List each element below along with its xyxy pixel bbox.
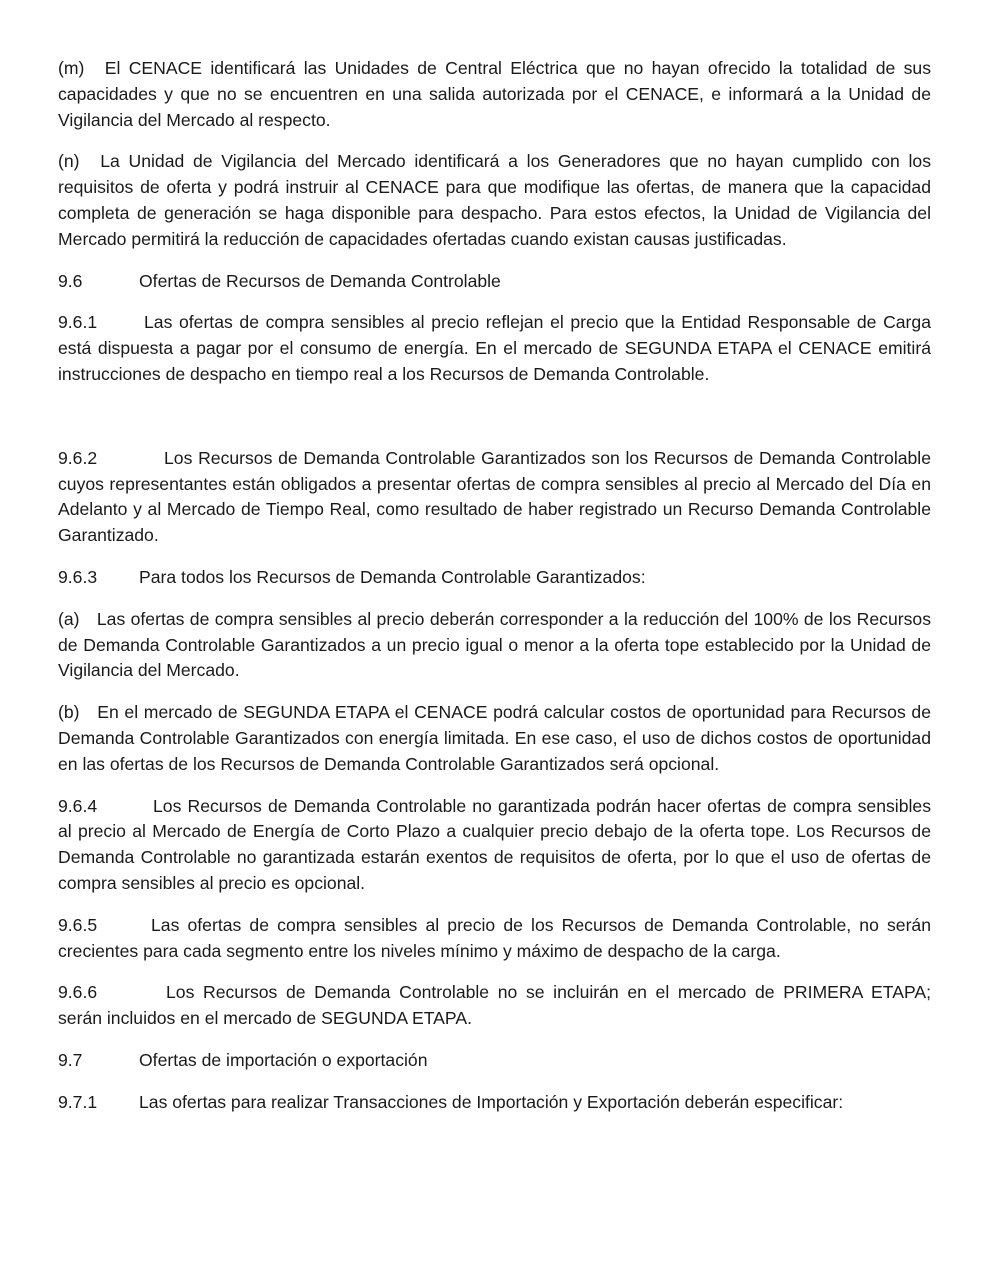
clause-a [58,607,931,684]
clause-m-text: El CENACE identificará las Unidades de Central Eléctrica que no hayan ofrecido la totalidad de sus capacidades y que no se encuentren en una salida autorizada por el CENACE, e informará a la Unidad de Vigilancia del Mercado al respecto. [58,58,931,130]
clause-b-text: En el mercado de SEGUNDA ETAPA el CENACE podrá calcular costos de oportunidad para Recursos de Demanda Controlable Garantizados con energía limitada. En ese caso, el uso de dichos costos de oportunidad en las ofertas de los Recursos de Demanda Controlable Garantizados será opcional. [58,702,932,774]
clause-a-text: Las ofertas de compra sensibles al precio deberán corresponder a la reducción del 100% de los Recursos de Demanda Controlable Garantizados a un precio igual o menor a la oferta tope establecido por la Unidad de Vigilancia del Mercado. [58,608,931,681]
section-9-7-1-number: 9.7.1 [58,1091,98,1112]
document-page [58,56,931,1132]
section-9-6-1-text: Las ofertas de compra sensibles al precio reflejan el precio que la Entidad Responsable de Carga está dispuesta a pagar por el consumo de energía. En el mercado de SEGUNDA ETAPA el CENACE emitirá instrucciones de despacho en tiempo real a los Recursos de Demanda Controlable. [58,312,931,384]
section-9-7-heading [58,1048,931,1074]
section-9-6-6-number: 9.6.6 [58,982,98,1003]
clause-m [58,56,931,133]
section-9-6-5-text: Las ofertas de compra sensibles al precio de los Recursos de Demanda Controlable, no serán crecientes para cada segmento entre los niveles mínimo y máximo de despacho de la carga. [58,914,931,961]
section-9-6-number: 9.6 [58,270,83,291]
section-9-6-5-number: 9.6.5 [58,914,98,935]
clause-m-label: (m) [58,58,85,78]
section-9-6-4 [58,794,931,897]
clause-n-text: La Unidad de Vigilancia del Mercado identificará a los Generadores que no hayan cumplido con los requisitos de oferta y podrá instruir al CENACE para que modifique las ofertas, de manera que la capacidad completa de generación se haga disponible para despacho. Para estos efectos, la Unidad de Vigilancia del Mercado permitirá la reducción de capacidades ofertadas cuando existan causas justificadas. [58,151,931,249]
section-9-6-6-text: Los Recursos de Demanda Controlable no se incluirán en el mercado de PRIMERA ETAPA; serán incluidos en el mercado de SEGUNDA ETAPA. [58,982,931,1029]
clause-n-label: (n) [58,151,80,172]
section-9-6-6 [58,980,931,1032]
clause-n [58,149,931,252]
section-9-7-1-text: Las ofertas para realizar Transacciones de Importación y Exportación deberán especificar: [139,1091,844,1112]
section-9-6-3-number: 9.6.3 [58,566,98,587]
section-9-6-2 [58,446,931,549]
section-9-7-1 [58,1090,931,1116]
clause-b [58,700,931,777]
section-9-6-4-number: 9.6.4 [58,795,98,816]
section-9-7-number: 9.7 [58,1049,83,1070]
section-9-6-3-text: Para todos los Recursos de Demanda Controlable Garantizados: [139,566,646,587]
section-9-6-2-text: Los Recursos de Demanda Controlable Garantizados son los Recursos de Demanda Controlable cuyos representantes están obligados a presentar ofertas de compra sensibles al precio al Mercado del Día en Adelanto y al Mercado de Tiempo Real, como resultado de haber registrado un Recurso Demanda Controlable Garantizado. [58,447,931,546]
section-9-6-heading [58,269,931,295]
section-9-6-1-number: 9.6.1 [58,312,98,333]
section-9-6-1 [58,310,931,387]
section-9-6-title: Ofertas de Recursos de Demanda Controlable [139,270,501,291]
clause-a-label: (a) [58,608,80,629]
section-9-6-5 [58,913,931,965]
section-9-6-3 [58,565,931,591]
section-9-6-4-text: Los Recursos de Demanda Controlable no garantizada podrán hacer ofertas de compra sensibles al precio al Mercado de Energía de Corto Plazo a cualquier precio debajo de la oferta tope. Los Recursos de Demanda Controlable no garantizada estarán exentos de requisitos de oferta, por lo que el uso de ofertas de compra sensibles al precio es opcional. [58,795,931,893]
section-9-6-2-number: 9.6.2 [58,447,98,468]
clause-b-label: (b) [58,702,80,723]
section-9-7-title: Ofertas de importación o exportación [139,1049,428,1070]
